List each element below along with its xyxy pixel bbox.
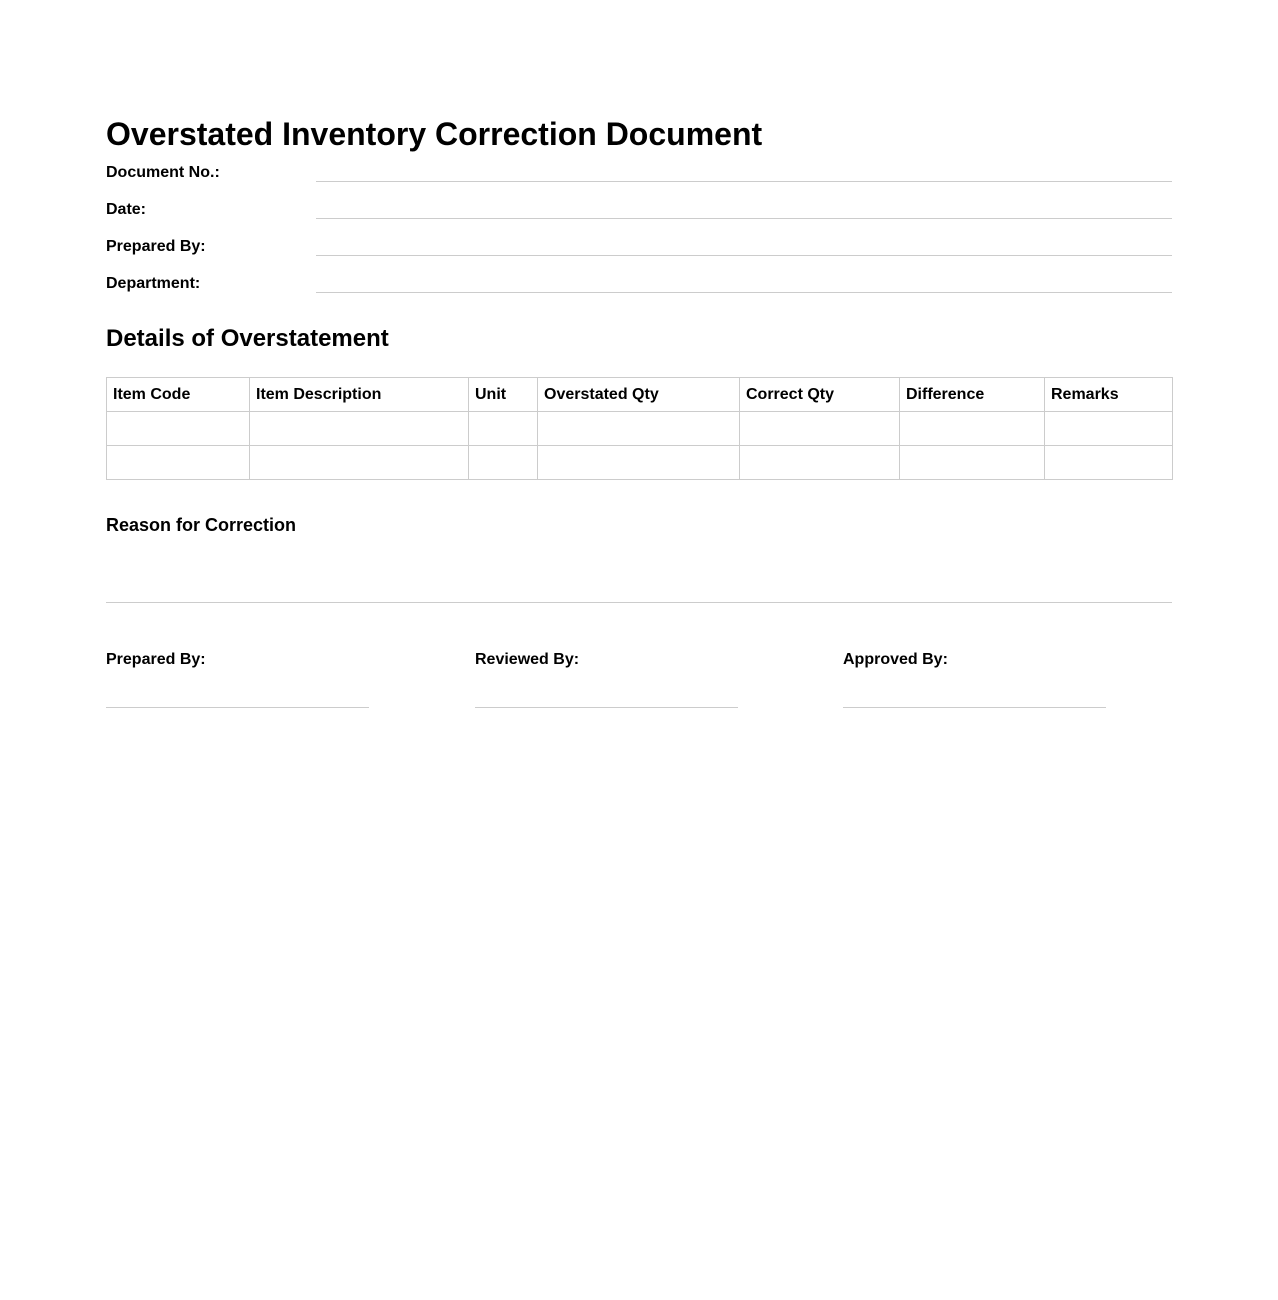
signature-reviewed-by-line[interactable] [475,707,738,708]
cell-item-description[interactable] [250,412,469,446]
cell-item-code[interactable] [107,446,250,480]
department-field[interactable] [316,292,1172,293]
cell-item-code[interactable] [107,412,250,446]
table-row [107,446,1173,480]
cell-overstated-qty[interactable] [538,412,740,446]
details-section-title: Details of Overstatement [106,325,389,352]
meta-row-document-no [106,163,1172,183]
cell-correct-qty[interactable] [740,446,900,480]
prepared-by-field[interactable] [316,255,1172,256]
details-table [106,377,1173,480]
cell-remarks[interactable] [1045,446,1173,480]
signature-prepared-by [106,650,369,710]
reason-field[interactable] [106,602,1172,603]
signature-approved-by-line[interactable] [843,707,1106,708]
cell-unit[interactable] [469,446,538,480]
document-no-label: Document No.: [106,164,220,181]
reason-section-title: Reason for Correction [106,515,297,535]
table-row [107,412,1173,446]
cell-unit[interactable] [469,412,538,446]
signature-reviewed-by-label: Reviewed By: [475,651,580,668]
cell-difference[interactable] [900,412,1045,446]
cell-item-description[interactable] [250,446,469,480]
table-header-row [107,378,1173,412]
column-header-correct-qty: Correct Qty [740,378,900,412]
column-header-item-description: Item Description [250,378,469,412]
column-header-difference: Difference [900,378,1045,412]
signature-approved-by-label: Approved By: [843,651,948,668]
meta-row-date [106,200,1172,220]
cell-overstated-qty[interactable] [538,446,740,480]
signature-prepared-by-line[interactable] [106,707,369,708]
signature-approved-by [843,650,1106,710]
column-header-remarks: Remarks [1045,378,1173,412]
date-label: Date: [106,201,147,218]
signature-prepared-by-label: Prepared By: [106,651,206,668]
column-header-unit: Unit [469,378,538,412]
cell-correct-qty[interactable] [740,412,900,446]
cell-difference[interactable] [900,446,1045,480]
column-header-item-code: Item Code [107,378,250,412]
cell-remarks[interactable] [1045,412,1173,446]
prepared-by-label: Prepared By: [106,238,206,255]
column-header-overstated-qty: Overstated Qty [538,378,740,412]
document-no-field[interactable] [316,181,1172,182]
date-field[interactable] [316,218,1172,219]
meta-row-prepared-by [106,237,1172,257]
document-title: Overstated Inventory Correction Document [106,116,763,152]
department-label: Department: [106,275,201,292]
signature-reviewed-by [475,650,738,710]
meta-row-department [106,274,1172,294]
